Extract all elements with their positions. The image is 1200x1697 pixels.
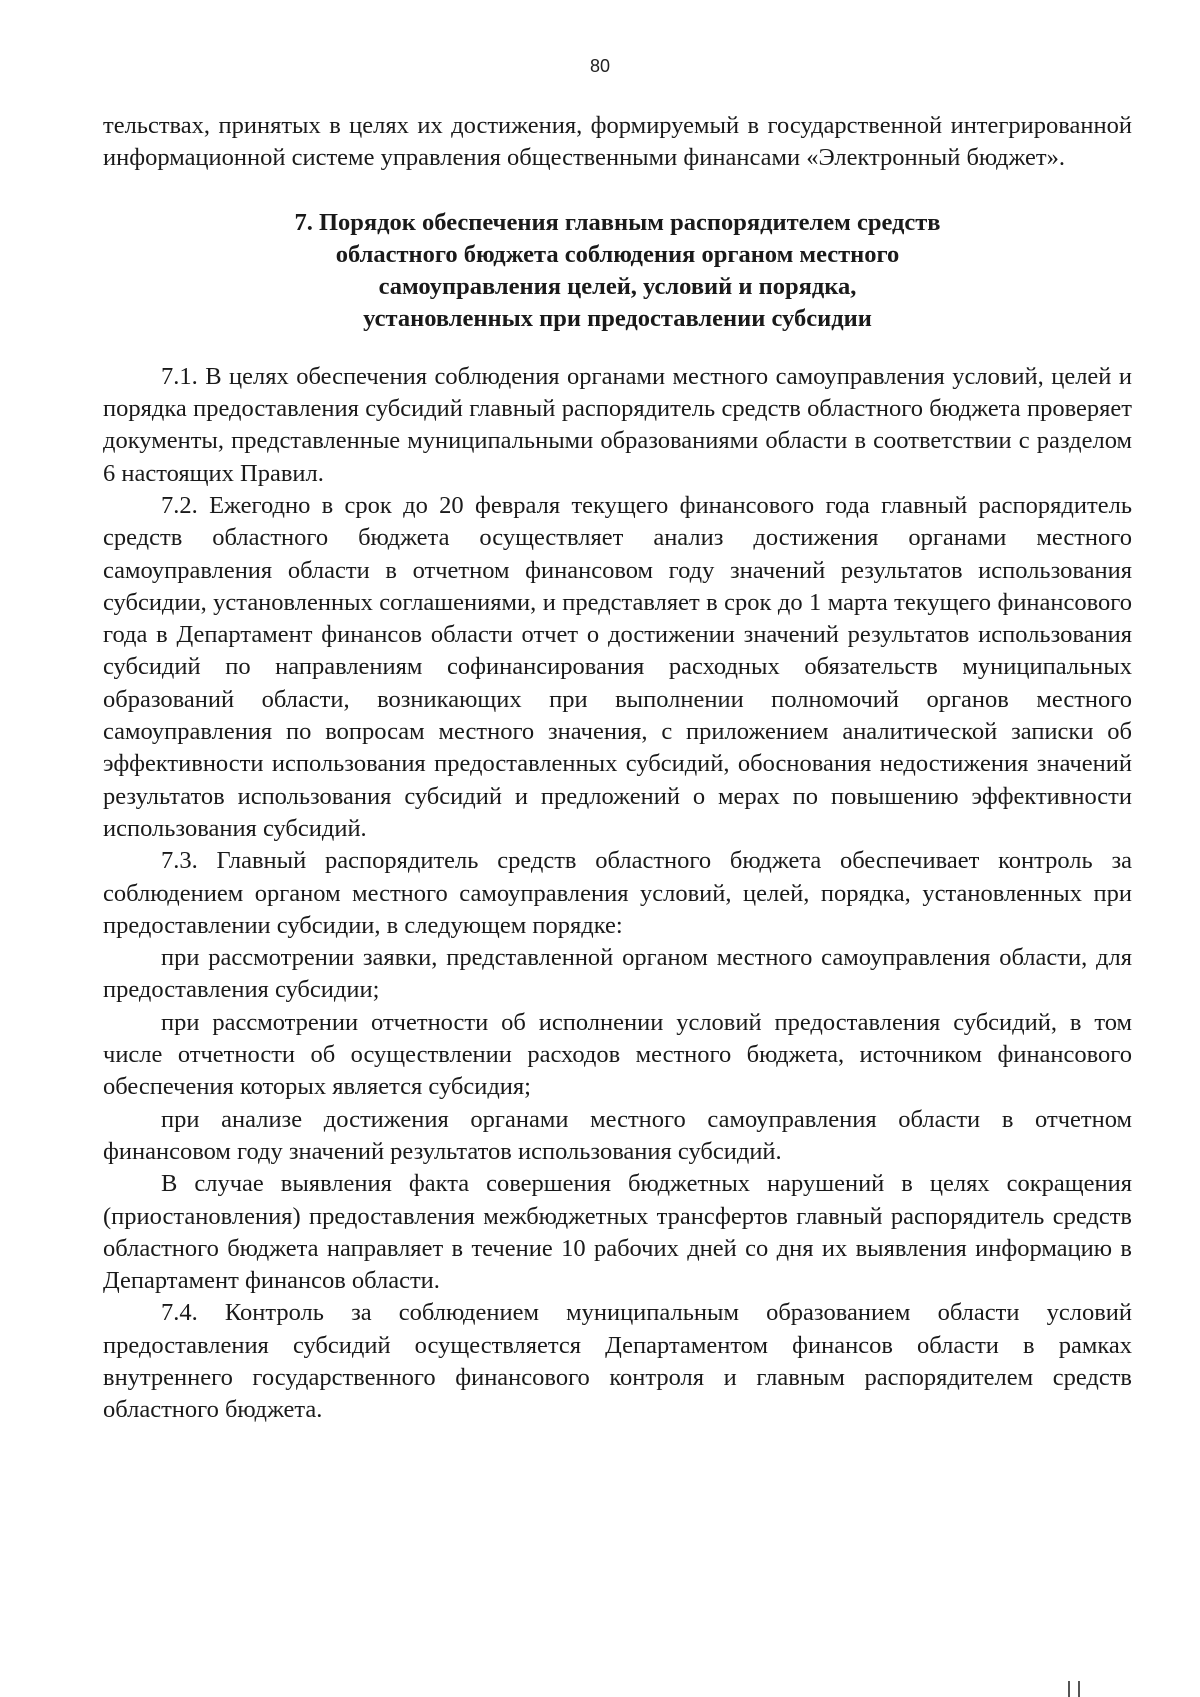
paragraph-7-1: 7.1. В целях обеспечения соблюдения органами местного самоуправления условий, целей и порядка предоставления субсидий главный распорядитель средств областного бюджета проверяет документы, представленные муниципальными образованиями области в соответствии с разделом 6 настоящих Правил. <box>103 362 1132 487</box>
paragraph-7-2: 7.2. Ежегодно в срок до 20 февраля текущего финансового года главный распорядитель средств областного бюджета осуществляет анализ достижения органами местного самоуправления области в отчетном финансовом году значений результатов использования субсидии, установленных соглашениями, и представляет в срок до 1 марта текущего финансового года в Департамент финансов области отчет о достижении значений результатов использования субсидий по направлениям софинансирования расходных обязательств муниципальных образований области, возникающих при выполнении полномочий органов местного самоуправления по вопросам местного значения, с приложением аналитической записки об эффективности использования предоставленных субсидий, обоснования недостижения значений результатов использования субсидий и предложений о мерах по повышению эффективности использования субсидий. <box>103 491 1132 842</box>
paragraph-7-4: 7.4. Контроль за соблюдением муниципальным образованием области условий предоставления субсидий осуществляется Департаментом финансов области в рамках внутреннего государственного финансового контроля и главным распорядителем средств областного бюджета. <box>103 1299 1132 1424</box>
paragraph-7-3: 7.3. Главный распорядитель средств областного бюджета обеспечивает контроль за соблюдением органом местного самоуправления условий, целей, порядка, установленных при предоставлении субсидии, в следующем порядке: <box>103 847 1132 939</box>
page-number: 80 <box>589 56 611 76</box>
page-content <box>103 110 1132 1427</box>
paragraph-7-3-violations: В случае выявления факта совершения бюджетных нарушений в целях сокращения (приостановления) предоставления межбюджетных трансфертов главный распорядитель средств областного бюджета направляет в течение 10 рабочих дней со дня их выявления информацию в Департамент финансов области. <box>103 1170 1132 1295</box>
intro-paragraph: тельствах, принятых в целях их достижения, формируемый в государственной интегрированной информационной системе управления общественными финансами «Электронный бюджет». <box>103 112 1132 172</box>
paragraph-7-3-item-analysis: при анализе достижения органами местного самоуправления области в отчетном финансовом году значений результатов использования субсидий. <box>103 1105 1132 1165</box>
section-heading-line: 7. Порядок обеспечения главным распорядителем средств <box>294 208 941 236</box>
section-heading <box>103 207 1132 336</box>
scan-edge-marks <box>1068 1681 1084 1697</box>
paragraph-7-3-item-reporting: при рассмотрении отчетности об исполнении условий предоставления субсидий, в том числе отчетности об осуществлении расходов местного бюджета, источником финансового обеспечения которых является субсидия; <box>103 1008 1132 1101</box>
section-heading-line: самоуправления целей, условий и порядка, <box>378 273 857 301</box>
section-heading-line: установленных при предоставлении субсидии <box>363 305 872 333</box>
paragraph-7-3-item-application: при рассмотрении заявки, представленной органом местного самоуправления области, для предоставления субсидии; <box>103 944 1132 1004</box>
section-heading-line: областного бюджета соблюдения органом местного <box>335 240 900 268</box>
